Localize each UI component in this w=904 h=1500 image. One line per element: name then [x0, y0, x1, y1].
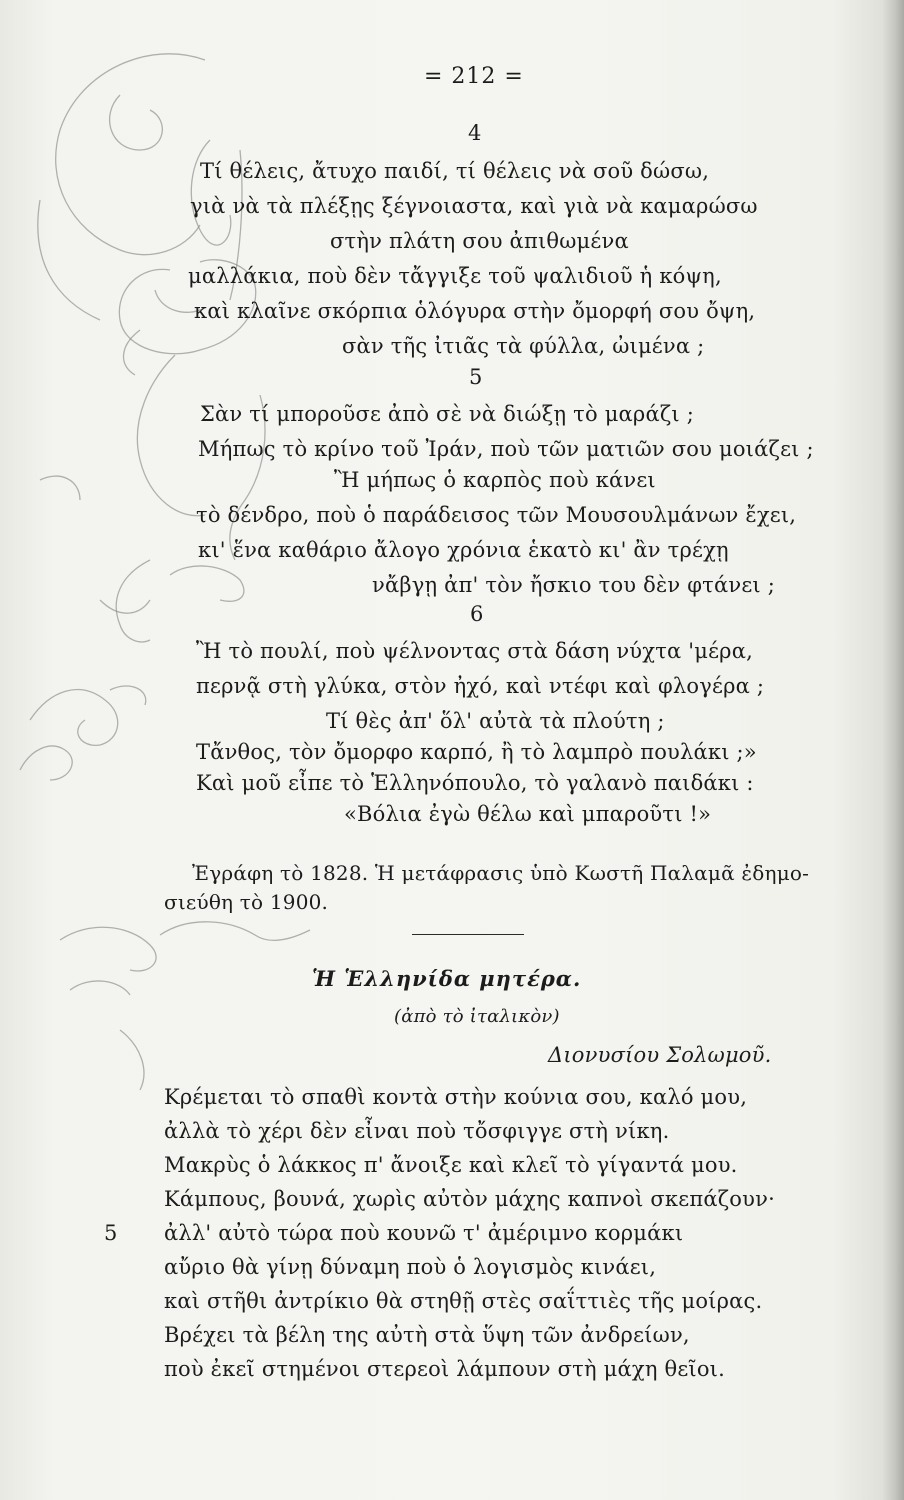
- poem-line: Ἢ τὸ πουλί, ποὺ ψέλνοντας στὰ δάση νύχτα 'μέρα,: [196, 639, 753, 663]
- poem-line: στὴν πλάτη σου ἀπιθωμένα: [330, 229, 629, 253]
- poem-title: Ἡ Ἑλληνίδα μητέρα.: [312, 966, 582, 991]
- section-divider: [412, 934, 524, 935]
- stanza-number: 4: [468, 121, 482, 145]
- poem-line: ἀλλὰ τὸ χέρι δὲν εἶναι ποὺ τὄσφιγγε στὴ νίκη.: [164, 1119, 670, 1143]
- poem-line: σὰν τῆς ἰτιᾶς τὰ φύλλα, ὠιμένα ;: [342, 334, 705, 358]
- poem-line: καὶ κλαῖνε σκόρπια ὁλόγυρα στὴν ὄμορφή σου ὄψη,: [194, 299, 756, 323]
- footnote-line: Ἐγράφη τὸ 1828. Ἡ μετάφρασις ὑπὸ Κωστῆ Παλαμᾶ ἐδημο-: [192, 861, 810, 885]
- poem-line: Κάμπους, βουνά, χωρὶς αὐτὸν μάχης καπνοὶ σκεπάζουν·: [164, 1187, 775, 1211]
- poem-line: τὸ δένδρο, ποὺ ὁ παράδεισος τῶν Μουσουλμάνων ἔχει,: [196, 503, 797, 527]
- poem-line: καὶ στῆθι ἀντρίκιο θὰ στηθῇ στὲς σαΐττιὲς τῆς μοίρας.: [164, 1289, 763, 1313]
- poem-line: κι' ἕνα καθάριο ἄλογο χρόνια ἑκατὸ κι' ἂν τρέχῃ: [198, 538, 729, 562]
- poem-line: αὔριο θὰ γίνῃ δύναμη ποὺ ὁ λογισμὸς κινάει,: [164, 1255, 657, 1279]
- poem-line: Κρέμεται τὸ σπαθὶ κοντὰ στὴν κούνια σου, καλό μου,: [164, 1085, 748, 1109]
- poem-line: μαλλάκια, ποὺ δὲν τἄγγιξε τοῦ ψαλιδιοῦ ἡ κόψη,: [188, 264, 722, 288]
- poem-line: Ἢ μήπως ὁ καρπὸς ποὺ κάνει: [334, 468, 656, 492]
- page-edge-shadow: [882, 0, 904, 1500]
- poem-line: ποὺ ἐκεῖ στημένοι στερεοὶ λάμπουν στὴ μάχη θεῖοι.: [164, 1357, 725, 1381]
- poem-line: νἄβγῃ ἀπ' τὸν ἤσκιο του δὲν φτάνει ;: [372, 573, 776, 597]
- poem-line: Μακρὺς ὁ λάκκος π' ἄνοιξε καὶ κλεῖ τὸ γίγαντά μου.: [164, 1153, 738, 1177]
- poem-line: Τί θέλεις, ἄτυχο παιδί, τί θέλεις νὰ σοῦ δώσω,: [200, 159, 710, 183]
- poem-line: ἀλλ' αὐτὸ τώρα ποὺ κουνῶ τ' ἀμέριμνο κορμάκι: [164, 1221, 684, 1245]
- footnote-line: σιεύθη τὸ 1900.: [164, 890, 329, 914]
- poem-author: Διονυσίου Σολωμοῦ.: [548, 1043, 772, 1067]
- poem-line: Σὰν τί μποροῦσε ἀπὸ σὲ νὰ διώξῃ τὸ μαράζι ;: [200, 402, 695, 426]
- line-number: 5: [104, 1221, 118, 1245]
- poem-line: Μήπως τὸ κρίνο τοῦ Ἰράν, ποὺ τῶν ματιῶν σου μοιάζει ;: [198, 437, 814, 461]
- poem-line: γιὰ νὰ τὰ πλέξῃς ξέγνοιαστα, καὶ γιὰ νὰ καμαρώσω: [190, 194, 758, 218]
- poem-line: Βρέχει τὰ βέλη της αὐτὴ στὰ ὕψη τῶν ἀνδρείων,: [164, 1323, 690, 1347]
- poem-line: Καὶ μοῦ εἶπε τὸ Ἑλληνόπουλο, τὸ γαλανὸ παιδάκι :: [196, 771, 754, 795]
- poem-line: Τἄνθος, τὸν ὄμορφο καρπό, ἢ τὸ λαμπρὸ πουλάκι ;»: [196, 740, 757, 764]
- stanza-number: 5: [469, 365, 483, 389]
- poem-subtitle: (ἀπὸ τὸ ἰταλικὸν): [394, 1006, 560, 1027]
- page-number: = 212 =: [424, 64, 524, 89]
- poem-line: «Βόλια ἐγὼ θέλω καὶ μπαροῦτι !»: [344, 802, 712, 826]
- poem-line: Τί θὲς ἀπ' ὅλ' αὐτὰ τὰ πλούτη ;: [326, 709, 665, 733]
- stanza-number: 6: [470, 602, 484, 626]
- poem-line: περνᾷ στὴ γλύκα, στὸν ἠχό, καὶ ντέφι καὶ φλογέρα ;: [196, 674, 765, 698]
